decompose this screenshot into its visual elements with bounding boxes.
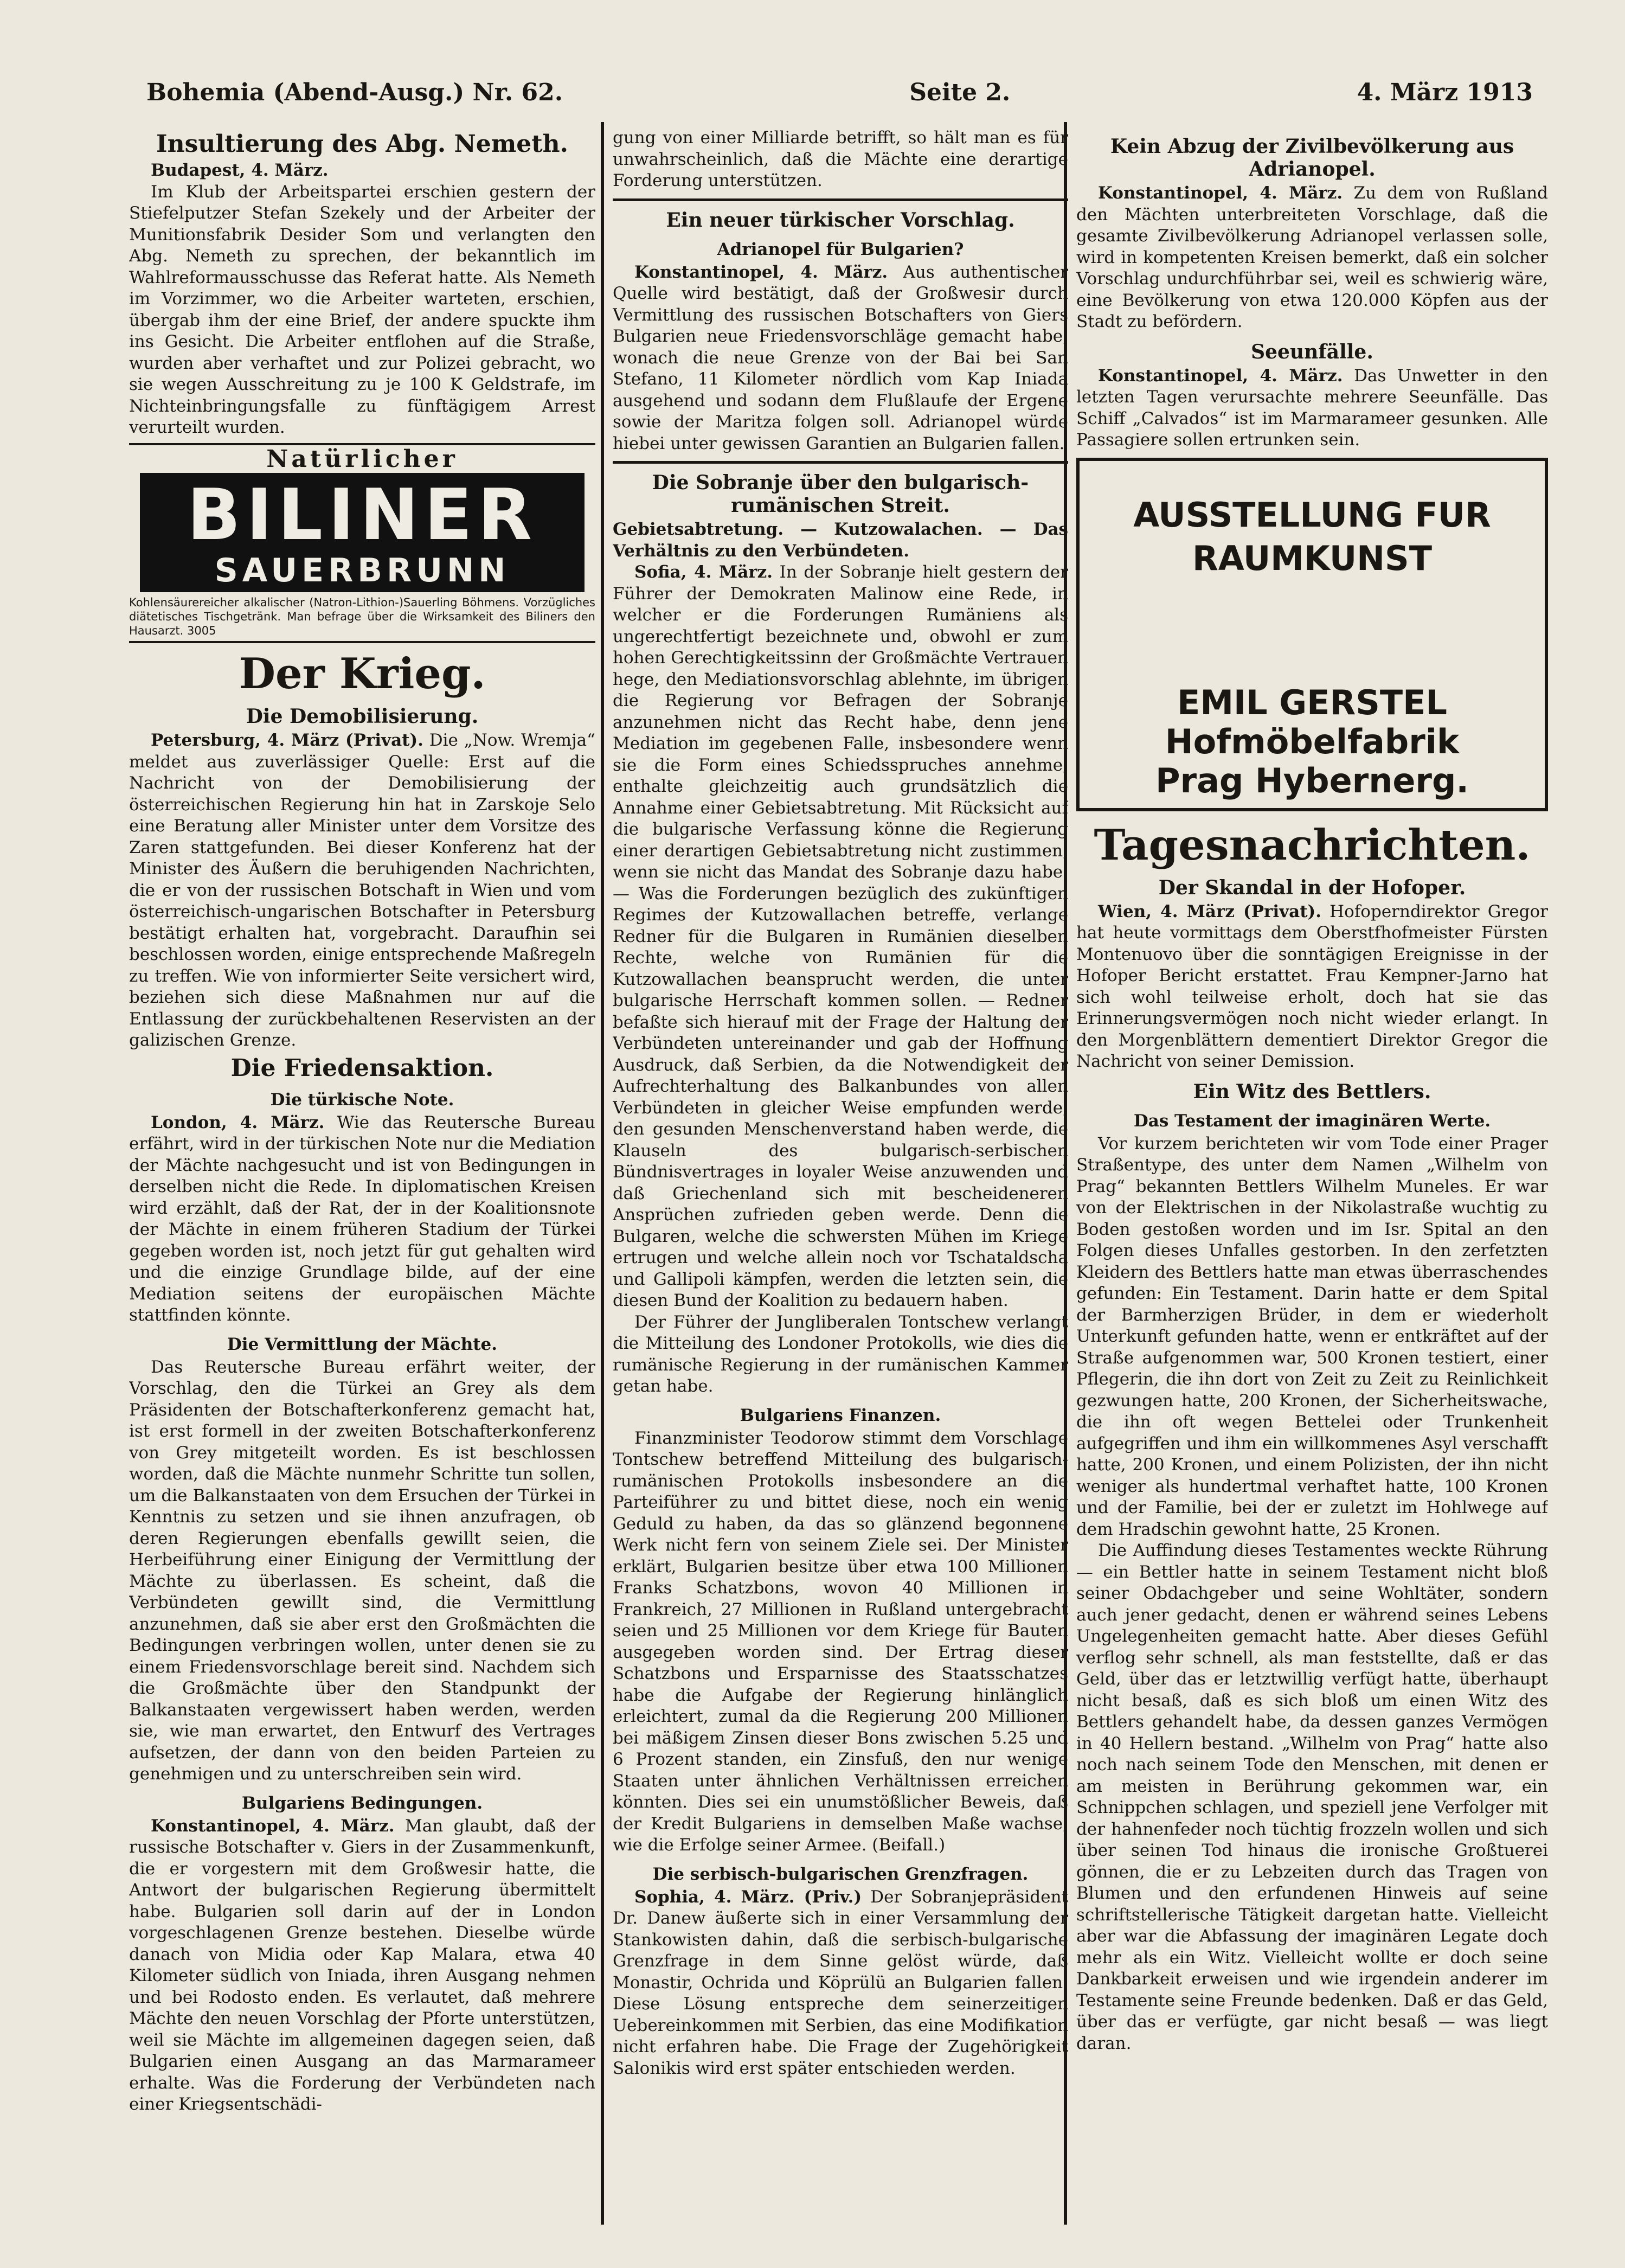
ad-fine-print: Kohlensäurereicher alkalischer (Natron-Lithion-)Sauerling Böhmens. Vorzügliches diätetisches Tischgetränk. Man befrage über die Wirksamkeit des Biliners den Hausarzt. 3005 [129, 596, 595, 637]
ad-brand: BILINER [187, 473, 538, 556]
page-header [146, 73, 1533, 111]
ad-company-address: Prag Hybernerg. [1155, 760, 1469, 800]
dateline: Budapest, 4. März. [151, 161, 329, 180]
article-body: Die Auffindung dieses Testamentes weckte Rührung — ein Bettler hatte in seinem Testament nicht bloß seiner Obdachgeber und seine Wohltäter, sondern auch jener gedacht, denen er während seines Lebens Ungelegenheiten gemacht hatte. Aber dieses Gefühl verflog sehr schnell, als man feststellte, daß er das Geld, über das er letztwillig verfügt hatte, überhaupt nicht besaß, daß es sich bloß um einen Witz des Bettlers gehandelt habe, da dessen ganzes Vermögen in 40 Hellern bestand. „Wilhelm von Prag“ hatte also noch nach seinem Tode den Menschen, mit denen er am meisten in Berührung gekommen war, ein Schnippchen schlagen, und speziell jene Verfolger mit der hahnenfeder noch tüchtig frozzeln wollen und sich über seinen Tod hinaus die ironische Großtuerei gönnen, die er zu Lebzeiten durch das Tragen von Blumen und den erfundenen Hinweis auf seine schriftstellerische Tätigkeit dargetan hatte. Vielleicht aber war die Abfassung der imaginären Legate doch mehr als ein Witz. Vielleicht wollte er doch seine Dankbarkeit erweisen und wie irgendein anderer im Testamente seine Freunde bedenken. Daß er das Geld, über das er verfügte, gar nicht besaß — was liegt daran. [1076, 1541, 1548, 2053]
divider [613, 461, 1068, 464]
article-body: Die „Now. Wremja“ meldet aus zuverlässiger Quelle: Erst auf die Nachricht von der Demobilisierung der österreichischen Regierung hin hat in Zarskoje Selo eine Beratung aller Minister unter dem Vorsitze des Zaren stattgefunden. Bei dieser Konferenz hat der Minister des Äußern die beruhigenden Nachrichten, die er von der russischen Botschaft in Wien und vom österreichisch-ungarischen Botschafter in Petersburg bestätigt erhalten hat, vorgebracht. Daraufhin sei beschlossen worden, einige entsprechende Maßregeln zu treffen. Wie von informierter Seite versichert wird, beziehen sich diese Maßnahmen nur auf die Entlassung der zurückbehaltenen Reservisten an der galizischen Grenze. [129, 731, 595, 1050]
article-body: Im Klub der Arbeitspartei erschien gestern der Stiefelputzer Stefan Szekely und der Arbeiter der Munitionsfabrik Desider Som und verlangten den Abg. Nemeth zu sprechen, der bekanntlich im Wahlreformausschusse das Referat hatte. Als Nemeth im Vorzimmer, wo die Arbeiter warteten, erschien, übergab ihm der eine Brief, der andere spuckte ihm ins Gesicht. Die Arbeiter entflohen auf die Straße, wurden aber verhaftet und zur Polizei gebracht, wo sie wegen Ausschreitung zu je 100 K Geldstrafe, im Nichteinbringungsfalle zu fünftägigem Arrest verurteilt wurden. [129, 182, 595, 437]
dateline: Konstantinopel, 4. März. [151, 1816, 395, 1836]
article-body: Der Führer der Jungliberalen Tontschew verlangt die Mitteilung des Londoner Protokolls, wie dies die rumänische Regierung in der rumänischen Kammer getan habe. [613, 1312, 1068, 1396]
article-headline: Die Sobranje über den bulgarisch-rumänischen Streit. [652, 471, 1029, 517]
dateline: Petersburg, 4. März (Privat). [151, 731, 423, 750]
ad-subbrand: SAUERBRUNN [214, 552, 510, 590]
gerstel-advertisement [1076, 458, 1548, 811]
article-headline: Kein Abzug der Zivilbevölkerung aus Adrianopel. [1110, 135, 1514, 181]
subheading: Das Testament der imaginären Werte. [1133, 1111, 1491, 1131]
article-headline: Die Friedensaktion. [230, 1054, 494, 1082]
header-page-number: Seite 2. [909, 78, 1011, 106]
dateline: Sofia, 4. März. [634, 562, 773, 582]
ad-company-type: Hofmöbelfabrik [1165, 721, 1460, 761]
ad-heading-line: RAUMKUNST [1192, 538, 1432, 578]
subheading: Adrianopel für Bulgarien? [717, 239, 964, 259]
article-body: In der Sobranje hielt gestern der Führer der Demokraten Malinow eine Rede, in welcher er die Forderungen Rumäniens als ungerechtfertigt bezeichnete und, obwohl er zum hohen Gerechtigkeitssinn der Großmächte Vertrauen hege, den Mediationsvorschlag ablehnte, im übrigen die Regierung vor Befragen der Sobranje anzunehmen nicht das Recht habe, denn jene Mediation im gegebenen Falle, insbesondere wenn sie die Form eines Schiedsspruches annehme, enthalte gleichzeitig auch grundsätzlich die Annahme einer Gebietsabtretung. Mit Rücksicht auf die bulgarische Verfassung könne die Regierung einer derartigen Gebietsabtretung nicht zustimmen, wenn sie nicht das Mandat des Sobranje dazu habe. — Was die Forderungen bezüglich des zukünftigen Regimes der Kutzowallachen betreffe, verlange Redner für die Bulgaren in Rumänien dieselben Rechte, welche von Rumänien für die Kutzowallachen beansprucht werden, die unter bulgarische Herrschaft kommen sollen. — Redner befaßte sich hierauf mit der Frage der Haltung der Verbündeten untereinander und gab der Hoffnung Ausdruck, daß Serbien, da die Notwendigkeit der Aufrechterhaltung des Balkanbundes von allen Verbündeten in gleicher Weise empfunden werde, den gesunden Menschenverstand haben werde, die Klauseln des bulgarisch-serbischen Bündnisvertrages in loyaler Weise anzuwenden und daß Griechenland sich mit bescheideneren Ansprüchen zufrieden geben werde. Denn die Bulgaren, welche die schwersten Mühen im Kriege ertrugen und welche allein noch vor Tschataldscha und Gallipoli kämpfen, werden die letzten sein, die diesen Bund der Koalition zu bedauern haben. [613, 562, 1068, 1310]
subheading: Die serbisch-bulgarischen Grenzfragen. [652, 1864, 1029, 1884]
dateline: Sophia, 4. März. (Priv.) [634, 1887, 862, 1907]
column-rule [601, 122, 604, 2225]
article-body: Hofoperndirektor Gregor hat heute vormittags dem Oberstfhofmeister Fürsten Montenuovo über die sonntägigen Ereignisse in der Hofoper Bericht erstattet. Frau Kempner-Jarno hat sich wohl teilweise erholt, doch hat sie das Erinnerungsvermögen noch nicht wieder erlangt. In den Morgenblättern dementiert Direktor Gregor die Nachricht von seiner Demission. [1076, 901, 1548, 1071]
article-body: Aus authentischer Quelle wird bestätigt, daß der Großwesir durch Vermittlung des russischen Botschafters von Giers Bulgarien neue Friedensvorschläge gemacht habe, wonach die neue Grenze von der Bai bei San Stefano, 11 Kilometer nördlich vom Kap Iniada ausgehend und sodann dem Flußlaufe der Ergene sowie der Maritza folgen soll. Adrianopel würde hiebei unter gewissen Garantien an Bulgarien fallen. [613, 262, 1068, 453]
article-body: Das Reutersche Bureau erfährt weiter, der Vorschlag, den die Türkei an Grey als dem Präsidenten der Botschafterkonferenz gemacht hat, ist erst formell in der zweiten Botschafterkonferenz von Grey mitgeteilt worden. Es ist beschlossen worden, daß die Mächte nunmehr Schritte tun sollen, um die Balkanstaaten von dem Ersuchen der Türkei in Kenntnis zu setzen und sie ihnen anzufragen, ob deren Regierungen ebenfalls gewillt seien, die Herbeiführung einer Einigung der Vermittlung der Mächte zu überlassen. Es scheint, daß die Verbündeten gewillt sind, die Vermittlung anzunehmen, daß sie aber erst den Großmächten die Bedingungen verbringen wollen, unter denen sie zu einem Friedensvorschlage bereit sind. Nachdem sich die Großmächte über den Standpunkt der Balkanstaaten vergewissert haben werden, werden sie, wie man erwartet, den Entwurf des Vertrages aufsetzen, der dann von den beiden Parteien zu genehmigen und zu unterschreiben sein wird. [129, 1357, 595, 1784]
section-title: Tagesnachrichten. [1094, 820, 1531, 870]
ad-tagline: Natürlicher [266, 445, 458, 473]
ad-heading-line: AUSSTELLUNG FUR [1133, 495, 1491, 535]
biliner-advertisement [129, 443, 595, 644]
ad-heading [1080, 494, 1545, 580]
ad-company [1080, 683, 1545, 800]
subheading: Die Vermittlung der Mächte. [227, 1334, 498, 1354]
article-body: Vor kurzem berichteten wir vom Tode einer Prager Straßentype, des unter dem Namen „Wilhelm von Prag“ bekannten Bettlers Wilhelm Muneles. Er war von der Elektrischen in der Nikolastraße wuchtig zu Boden gestoßen worden und im Isr. Spital an den Folgen dieses Unfalles gestorben. In den zerfetzten Kleidern des Bettlers hatte man etwas überraschendes gefunden: Ein Testament. Darin hatte er dem Spital der Barmherzigen Brüder, in dem er wiederholt Unterkunft gefunden hatte, wenn er entkräftet auf der Straße aufgenommen war, 500 Kronen testiert, einer Pflegerin, die ihn dort von Zeit zu Zeit zu Reinlichkeit gezwungen hatte, 200 Kronen, der Sicherheitswache, die ihn oft wegen Bettelei oder Trunkenheit aufgegriffen und ihm ein willkommenes Asyl verschafft hatte, 200 Kronen, und einem Polizisten, der ihn nicht weniger als hundertmal verhaftet hatte, 100 Kronen und der Familie, bei der er zuletzt im Hohlwege auf dem Hradschin gewohnt hatte, 25 Kronen. [1076, 1133, 1548, 1539]
article-body: Der Sobranjepräsident Dr. Danew äußerte sich in einer Versammlung der Stankowisten dahin, daß die serbisch-bulgarische Grenzfrage in dem Sinne gelöst würde, daß Monastir, Ochrida und Köprülü an Bulgarien fallen. Diese Lösung entspreche dem seinerzeitigen Uebereinkommen mit Serbien, das eine Modifikation nicht erfahren habe. Die Frage der Zugehörigkeit Salonikis wird erst später entschieden werden. [613, 1887, 1068, 2078]
subheading: Bulgariens Finanzen. [740, 1405, 941, 1425]
divider [613, 198, 1068, 201]
article-headline: Ein neuer türkischer Vorschlag. [666, 208, 1015, 232]
ad-logo-box [140, 473, 585, 592]
dateline: Konstantinopel, 4. März. [1098, 366, 1343, 386]
article-headline: Die Demobilisierung. [246, 705, 479, 728]
dateline: London, 4. März. [151, 1112, 325, 1132]
column-1 [129, 127, 595, 2235]
dateline: Konstantinopel, 4. März. [1098, 183, 1343, 203]
header-date: 4. März 1913 [1357, 78, 1533, 106]
column-2 [613, 127, 1068, 2235]
header-masthead: Bohemia (Abend-Ausg.) Nr. 62. [146, 78, 563, 106]
article-body: gung von einer Milliarde betrifft, so hält man es für unwahrscheinlich, daß die Mächte eine derartige Forderung unterstützen. [613, 128, 1068, 190]
article-body: Man glaubt, daß der russische Botschafter v. Giers in der Zusammenkunft, die er vorgestern mit dem Großwesir hatte, die Antwort der bulgarischen Regierung übermittelt habe. Bulgarien soll darin auf der in London vorgeschlagenen Grenze bestehen. Dieselbe würde danach von Midia oder Kap Malara, etwa 40 Kilometer südlich von Iniada, ihren Ausgang nehmen und bei Rodosto enden. Es verlautet, daß mehrere Mächte den neuen Vorschlag der Pforte unterstützen, weil sie Mächte im allgemeinen dagegen seien, daß Bulgarien einen Ausgang an das Marmarameer erhalte. Was die Forderung der Verbündeten nach einer Kriegsentschädi- [129, 1816, 595, 2114]
subheading: Bulgariens Bedingungen. [241, 1793, 483, 1813]
article-headline: Der Skandal in der Hofoper. [1158, 876, 1466, 899]
dateline: Wien, 4. März (Privat). [1098, 901, 1321, 921]
article-body: Das Unwetter in den letzten Tagen verursachte mehrere Seeunfälle. Das Schiff „Calvados“ ist im Marmarameer gesunken. Alle Passagiere sollen ertrunken sein. [1076, 366, 1548, 450]
article-headline: Insultierung des Abg. Nemeth. [156, 130, 568, 158]
section-title: Der Krieg. [239, 649, 486, 699]
subheading: Gebietsabtretung. — Kutzowalachen. — Das Verhältnis zu den Verbündeten. [613, 520, 1068, 561]
article-body: Zu dem von Rußland den Mächten unterbreiteten Vorschlage, daß die gesamte Zivilbevölkerung Adrianopel verlassen solle, wird in kompetenten Kreisen bemerkt, daß ein solcher Vorschlag undurchführbar sei, weil es schwierig wäre, eine Bevölkerung von etwa 120.000 Köpfen aus der Stadt zu befördern. [1076, 183, 1548, 331]
subheading: Die türkische Note. [270, 1090, 454, 1110]
article-body: Wie das Reutersche Bureau erfährt, wird in der türkischen Note nur die Mediation der Mächte nachgesucht und ist von Bedingungen in derselben nicht die Rede. In diplomatischen Kreisen wird erzählt, daß der Rat, der in der Koalitionsnote der Mächte in einem früheren Stadium der Türkei gegeben worden ist, noch jetzt für gut gehalten wird und die einzige Grundlage bilde, auf der eine Mediation seitens der europäischen Mächte stattfinden könnte. [129, 1112, 595, 1325]
dateline: Konstantinopel, 4. März. [634, 262, 888, 282]
article-body: Finanzminister Teodorow stimmt dem Vorschlage Tontschew betreffend Mitteilung des bulgarisch-rumänischen Protokolls insbesondere an die Parteiführer zu und bittet diese, noch ein wenig Geduld zu haben, da das so glänzend begonnene Werk nicht fern von seinem Ziele sei. Der Minister erklärt, Bulgarien besitze über etwa 100 Millionen Franks Schatzbons, wovon 40 Millionen in Frankreich, 27 Millionen in Rußland untergebracht seien und 25 Millionen vor dem Kriege für Bauten ausgegeben worden sind. Der Ertrag dieser Schatzbons und Ersparnisse des Staatsschatzes habe die Aufgabe der Regierung hinlänglich erleichtert, zumal da die Regierung 200 Millionen bei mäßigem Zinsen dieser Bons zwischen 5.25 und 6 Prozent standen, ein Zinsfuß, den nur wenige Staaten unter ähnlichen Verhältnissen erreichen könnten. Dies sei ein unumstößlicher Beweis, daß der Kredit Bulgariens in demselben Maße wachse, wie die Erfolge seiner Armee. (Beifall.) [613, 1428, 1068, 1855]
column-3 [1076, 127, 1548, 2235]
ad-company-name: EMIL GERSTEL [1177, 682, 1447, 722]
article-headline: Seeunfälle. [1251, 340, 1373, 363]
article-headline: Ein Witz des Bettlers. [1193, 1080, 1431, 1103]
